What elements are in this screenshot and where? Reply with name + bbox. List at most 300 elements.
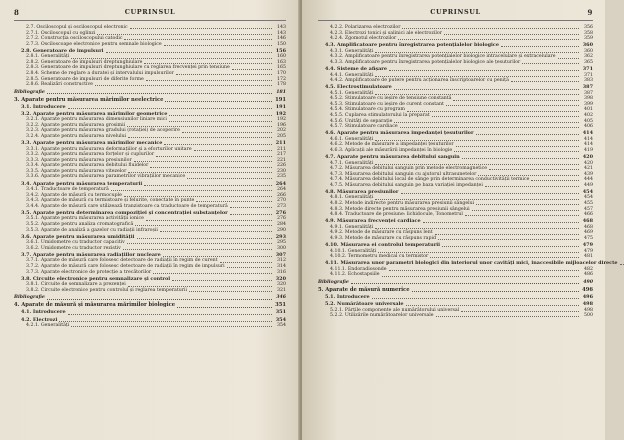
- toc-entry: [14, 288, 286, 294]
- toc-entry-page: 469: [584, 230, 593, 236]
- toc-entry-title: 4.9.3. Metode de măsurare cu răspuns rapid: [330, 235, 436, 241]
- dot-leader: [150, 167, 272, 168]
- toc-entry-title: 3.3.6. Aparate pentru măsurarea parametrilor vibrațiilor mecanice: [26, 174, 186, 180]
- toc-entry-title: 3.2.3. Aparate pentru măsurarea gradului (rotației) de acoperire: [26, 128, 180, 134]
- toc-entry-title: 3.7. Aparate pentru măsurarea radiațiilor nucleare: [21, 251, 161, 258]
- dot-leader: [432, 116, 579, 117]
- toc-entry-page: 172: [277, 76, 286, 82]
- toc-entry-title: 5. Aparate de măsură numerice: [318, 286, 410, 293]
- toc-entry-page: 398: [584, 96, 593, 102]
- toc-entry: [14, 246, 286, 252]
- toc-entry: [14, 323, 286, 329]
- toc-entry-title: 3. Aparate pentru măsurarea mărimilor neelectrice: [14, 96, 164, 103]
- toc-entry-title: 4.8.2. Metode indirecte pentru măsurarea presiunii sângelui: [330, 200, 475, 206]
- toc-entry-title: 2.8.2. Generatoare de impulsuri dreptunghiulare: [26, 59, 143, 65]
- toc-entry-page: 468: [584, 224, 593, 230]
- toc-entry-title: 3.3.2. Aparate pentru măsurarea forțelor și cuplurilor: [26, 152, 155, 158]
- left-page: [0, 0, 300, 440]
- toc-entry-title: 3.2.2. Aparate pentru măsurarea grosimii: [26, 122, 126, 128]
- toc-entry-title: 3.7.2. Aparate de măsură care folosesc detectoare de radiații în regim de impulsuri: [26, 264, 225, 270]
- toc-bibliography-entry: [318, 280, 593, 286]
- toc-entry: [318, 60, 593, 66]
- toc-entry-title: 4.6.2. Metode de măsurare a impedanței țesuturilor: [330, 142, 454, 148]
- toc-entry-title: 4.5.5. Cuplarea stimulatorului la preparat: [330, 112, 430, 118]
- toc-entry-page: 160: [277, 54, 286, 60]
- dot-leader: [59, 321, 272, 322]
- toc-entry: [318, 124, 593, 130]
- toc-entry-title: 3.2. Aparate pentru măsurarea mărimilor geometrice: [21, 110, 168, 117]
- toc-entry-page: 320: [275, 275, 286, 282]
- dot-leader: [478, 175, 579, 176]
- toc-entry-page: 211: [275, 140, 286, 147]
- dot-leader: [135, 225, 272, 226]
- page-number: 8: [14, 8, 20, 17]
- toc-entry-page: 479: [582, 241, 593, 248]
- dot-leader: [127, 243, 272, 244]
- dot-leader: [382, 276, 579, 277]
- dot-leader: [446, 105, 579, 106]
- toc-entry-page: 351: [275, 302, 286, 309]
- dot-leader: [230, 214, 272, 215]
- toc-entry: [318, 272, 593, 278]
- toc-entry-title: 4.5.4. Stimulatoare cu program: [330, 107, 405, 113]
- dot-leader: [134, 161, 272, 162]
- toc-entry-page: 479: [584, 248, 593, 254]
- dot-leader: [230, 207, 272, 208]
- dot-leader: [501, 46, 579, 47]
- toc-entry-page: 191: [275, 103, 286, 110]
- dot-leader: [375, 228, 579, 229]
- table-of-contents-right: [318, 25, 618, 319]
- toc-entry-title: 3.4.3. Aparate de măsură cu termistoare și felurite, conectate în punte: [26, 198, 195, 204]
- toc-entry-title: 4.7.2. Măsurarea debitului sanguin prin metode electromagnetice: [330, 166, 488, 172]
- dot-leader: [435, 234, 579, 235]
- toc-entry-page: 321: [277, 287, 286, 293]
- toc-entry-page: 270: [277, 198, 286, 204]
- toc-entry-title: 4.9.2. Metode de măsurare cu răspuns lent: [330, 230, 433, 236]
- toc-entry-page: 387: [582, 84, 593, 91]
- dot-leader: [124, 39, 272, 40]
- table-of-contents-left: [14, 25, 286, 329]
- toc-chapter-entry: [318, 288, 593, 294]
- toc-entry: [318, 313, 593, 319]
- toc-entry-page: 178: [277, 82, 286, 88]
- dot-leader: [164, 45, 272, 46]
- toc-entry-page: 290: [277, 227, 286, 233]
- toc-entry-page: 360: [584, 48, 593, 54]
- toc-entry-page: 496: [582, 286, 593, 293]
- toc-entry-page: 316: [277, 269, 286, 275]
- toc-entry: [14, 174, 286, 180]
- toc-entry-title: 4.10.2. Termometru medical cu termistor: [330, 254, 429, 260]
- toc-entry-title: 3.4.2. Aparate de măsură cu termocuple: [26, 192, 122, 198]
- dot-leader: [620, 264, 624, 265]
- toc-bibliography-entry: [14, 90, 286, 96]
- toc-entry-title: 4.2.1. Generalități: [26, 323, 70, 329]
- dot-leader: [164, 144, 272, 145]
- dot-leader: [375, 164, 579, 165]
- dot-leader: [146, 220, 272, 221]
- toc-entry: [14, 310, 286, 316]
- toc-entry-page: 346: [276, 295, 286, 301]
- toc-entry-title: 3.4. Aparate pentru măsurarea temperaturii: [21, 180, 143, 187]
- toc-entry-title: 4.6. Aparate pentru măsurarea impedanței țesuturilor: [325, 130, 474, 137]
- toc-entry-title: 3.5.3. Aparate de analiză a gazelor cu radiații infraroșii: [26, 227, 158, 233]
- toc-entry-title: 5.2.2. Utilizările numărătoarelor universale: [330, 313, 434, 319]
- toc-entry-title: 4.1. Introducere: [21, 309, 66, 316]
- toc-entry-title: 2.7. Osciloscopul și osciloscopul electronic: [26, 25, 128, 30]
- toc-entry-title: 4.10. Măsurarea ei controlul temperaturii: [325, 241, 440, 248]
- dot-leader: [375, 199, 579, 200]
- toc-entry-page: 498: [584, 307, 593, 313]
- dot-leader: [71, 326, 272, 327]
- toc-entry-title: 3.3.4. Aparate pentru măsurarea debitului fluidelor: [26, 163, 149, 169]
- toc-entry-title: 4.8.1. Generalități: [330, 195, 374, 201]
- toc-entry-title: 4.2.4. Zgomotul electrozilor: [330, 36, 397, 42]
- toc-entry-page: 457: [584, 206, 593, 212]
- dot-leader: [375, 140, 579, 141]
- dot-leader: [558, 58, 579, 59]
- toc-entry-page: 371: [582, 66, 593, 73]
- toc-entry-page: 405: [584, 118, 593, 124]
- toc-entry-title: 4.7. Aparate pentru măsurarea debitului sanguin: [325, 154, 460, 160]
- dot-leader: [389, 70, 579, 71]
- toc-entry-page: 354: [275, 316, 286, 323]
- toc-entry-title: 4.7.1. Generalități: [330, 160, 374, 166]
- toc-entry-title: 4.4. Sisteme de afișare: [325, 66, 387, 73]
- toc-entry-page: 358: [584, 30, 593, 36]
- toc-entry-page: 192: [275, 110, 286, 117]
- toc-entry-page: 500: [584, 313, 593, 319]
- toc-entry-title: 3.2.1. Aparate pentru măsurarea dimensiunilor liniare mici: [26, 117, 167, 123]
- toc-entry-title: 5.2.1. Părțile componente ale numărătorului universal: [330, 307, 460, 313]
- dot-leader: [165, 101, 272, 102]
- dot-leader: [430, 257, 579, 258]
- dot-leader: [398, 39, 579, 40]
- toc-entry-page: 420: [584, 160, 593, 166]
- dot-leader: [389, 270, 579, 271]
- toc-entry-title: 3.3.3. Aparate pentru măsurarea presiunilor: [26, 157, 132, 163]
- toc-entry-page: 221: [277, 157, 286, 163]
- toc-entry-page: 273: [277, 203, 286, 209]
- toc-entry-page: 414: [584, 142, 593, 148]
- toc-entry-page: 362: [584, 54, 593, 60]
- toc-entry-title: 4.5.7. Stimulatoare cardiace: [330, 124, 398, 130]
- dot-leader: [462, 158, 579, 159]
- dot-leader: [476, 134, 579, 135]
- toc-entry-title: 3.7.3. Aparate electronice de protecție a trecătorilor: [26, 269, 152, 275]
- toc-entry-page: 466: [584, 212, 593, 218]
- dot-leader: [156, 156, 272, 157]
- toc-entry-page: 196: [277, 122, 286, 128]
- toc-entry-page: 266: [277, 192, 286, 198]
- dot-leader: [128, 137, 272, 138]
- toc-entry: [14, 134, 286, 140]
- running-head-title: CUPRINSUL: [124, 8, 176, 16]
- toc-entry-page: 226: [277, 163, 286, 169]
- toc-entry-page: 419: [584, 147, 593, 153]
- toc-entry-page: 143: [277, 25, 286, 30]
- toc-entry-page: 205: [277, 134, 286, 140]
- toc-entry-page: 356: [584, 25, 593, 30]
- dot-leader: [111, 190, 272, 191]
- toc-entry-title: 4.7.5. Măsurarea debitului sanguin pe baza variației impedanței: [330, 182, 483, 188]
- toc-entry-title: 4.6.1. Generalități: [330, 136, 374, 142]
- dot-leader: [412, 291, 579, 292]
- dot-leader: [351, 283, 579, 284]
- toc-entry-page: 276: [277, 216, 286, 222]
- dot-leader: [375, 76, 579, 77]
- toc-entry-title: 3.6. Aparate pentru măsurarea umidității: [21, 233, 135, 240]
- toc-entry-page: 293: [275, 233, 286, 240]
- dot-leader: [476, 204, 579, 205]
- dot-leader: [438, 239, 579, 240]
- toc-entry-page: 276: [275, 209, 286, 216]
- toc-entry-page: 354: [277, 323, 286, 329]
- toc-entry-page: 402: [584, 112, 593, 118]
- toc-entry-page: 146: [277, 36, 286, 42]
- toc-entry-title: 3.1. Introducere: [21, 103, 66, 110]
- toc-entry-title: 3.8.1. Circuite de semnalizare a prezenței: [26, 282, 126, 288]
- toc-entry-title: 4.2.3. Electrozi tonici și salinici ale electrozilor: [330, 30, 442, 36]
- toc-entry-page: 365: [584, 59, 593, 65]
- toc-entry-title: 4.2.2. Polarizarea electrozilor: [330, 25, 401, 30]
- toc-chapter-entry: [14, 303, 286, 309]
- dot-leader: [442, 246, 579, 247]
- toc-entry: [318, 183, 593, 189]
- dot-leader: [453, 100, 579, 101]
- dot-leader: [436, 316, 579, 317]
- dot-leader: [372, 298, 579, 299]
- toc-entry: [14, 228, 286, 234]
- running-header-left: [14, 8, 286, 21]
- dot-leader: [144, 185, 272, 186]
- toc-entry-title: 3.4.4. Aparate de măsură care utilizează tranzistoare ca traductoare de temperatură: [26, 203, 228, 209]
- toc-entry: [318, 236, 593, 242]
- toc-entry-title: 4.11. Măsurarea unor parametri biologici din interiorul unor cavități mici, inaccesibile mijloacelor directe: [325, 260, 618, 267]
- dot-leader: [454, 151, 579, 152]
- toc-entry-page: 307: [275, 251, 286, 258]
- toc-entry-title: 2.7.3. Osciloscoape electronice pentru semnale biologice: [26, 41, 162, 47]
- toc-entry-page: 360: [582, 42, 593, 49]
- toc-entry-title: 4.10.1. Generalități: [330, 248, 377, 254]
- toc-entry-page: 383: [584, 78, 593, 84]
- toc-entry-page: 439: [584, 171, 593, 177]
- toc-entry-title: 4.3.3. Amplificatoare pentru înregistrarea potențialelor biologice ale țesuturilor: [330, 59, 521, 65]
- toc-entry-title: 2.8.6. Realizări constructive: [26, 82, 93, 88]
- toc-entry: [14, 82, 286, 88]
- toc-entry: [14, 270, 286, 276]
- dot-leader: [71, 58, 272, 59]
- dot-leader: [194, 150, 272, 151]
- toc-entry-title: 4.11.2. Echostapsiile: [330, 272, 380, 278]
- toc-entry-title: Bibliografie: [14, 295, 45, 301]
- toc-entry-page: 295: [277, 240, 286, 246]
- toc-entry-title: 2.8.5. Generatoare de impulsuri de diferite forme: [26, 76, 144, 82]
- toc-entry-title: 4.5.3. Stimulatoare cu ieșire de curent constant: [330, 101, 444, 107]
- toc-entry-page: 191: [275, 96, 286, 103]
- toc-entry-page: 163: [277, 59, 286, 65]
- dot-leader: [444, 34, 579, 35]
- toc-entry: [318, 295, 593, 301]
- running-header-right: [318, 8, 593, 21]
- dot-leader: [220, 262, 272, 263]
- toc-entry-title: 2.8.3. Generatoare de impulsuri dreptunghiulare cu reglarea frecvenței prin tensiune: [26, 65, 230, 71]
- dot-leader: [472, 210, 579, 211]
- toc-entry-page: 170: [277, 70, 286, 76]
- page-number: 9: [587, 8, 593, 17]
- toc-entry-page: 181: [276, 89, 286, 95]
- toc-entry-title: Bibliografie: [318, 279, 349, 285]
- toc-entry-title: 4.4.1. Generalități: [330, 72, 374, 78]
- toc-entry-title: 4.7.3. Măsurarea debitului sanguin cu ajutorul ultrasunetelor: [330, 171, 477, 177]
- toc-entry-page: 455: [584, 200, 593, 206]
- toc-entry-page: 235: [277, 174, 286, 180]
- toc-entry-title: 4.11.1. Endoradiosonde: [330, 266, 387, 272]
- dot-leader: [106, 52, 272, 53]
- toc-entry-page: 498: [582, 301, 593, 308]
- toc-entry-title: 3.8. Circuite electronice pentru semnalizare și control: [21, 275, 171, 282]
- dot-leader: [378, 252, 579, 253]
- toc-entry: [318, 148, 593, 154]
- toc-entry-title: 4.9.1. Generalități: [330, 224, 374, 230]
- dot-leader: [68, 314, 272, 315]
- toc-entry-page: 314: [277, 264, 286, 270]
- dot-leader: [97, 34, 272, 35]
- toc-entry-title: 4.3.1. Generalități: [330, 48, 374, 54]
- toc-entry-title: 4.8. Măsurarea presiunilor: [325, 188, 399, 195]
- dot-leader: [123, 249, 272, 250]
- toc-entry-title: 3.5.1. Aparate pentru măsurarea activității ionice: [26, 216, 144, 222]
- dot-leader: [522, 63, 579, 64]
- dot-leader: [423, 222, 579, 223]
- toc-entry-page: 300: [277, 245, 286, 251]
- dot-leader: [485, 186, 579, 187]
- toc-entry-page: 211: [277, 146, 286, 152]
- toc-entry-title: 3.6.1. Umidometre cu traductor capacitiv: [26, 240, 125, 246]
- toc-entry-page: 414: [584, 136, 593, 142]
- toc-entry-title: 4.3.2. Amplificatoare pentru înregistrarea potențialelor biologice intracelulare și extracelulare: [330, 54, 556, 60]
- dot-leader: [375, 52, 579, 53]
- toc-entry-page: 468: [582, 218, 593, 225]
- dot-leader: [189, 291, 272, 292]
- toc-entry: [318, 78, 593, 84]
- dot-leader: [146, 80, 272, 81]
- dot-leader: [177, 307, 272, 308]
- dot-leader: [124, 196, 272, 197]
- dot-leader: [511, 81, 579, 82]
- dot-leader: [160, 231, 272, 232]
- dot-leader: [196, 201, 272, 202]
- toc-entry-page: 475: [584, 235, 593, 241]
- toc-entry-title: 4.4.2. Amplificatoare de putere pentru acționarea înscriptoarelor cu peniță: [330, 78, 509, 84]
- toc-entry-page: 312: [277, 258, 286, 264]
- toc-entry-title: 4.5. Electrostimulatoare: [325, 84, 392, 91]
- toc-entry: [318, 36, 593, 42]
- toc-entry-page: 420: [582, 154, 593, 160]
- toc-entry-title: 5.1. Introducere: [325, 293, 370, 300]
- toc-entry-page: 192: [277, 117, 286, 123]
- dot-leader: [400, 127, 579, 128]
- toc-entry-title: 3.5.2. Aparate pentru analiza cromatografică: [26, 222, 134, 227]
- dot-leader: [489, 169, 579, 170]
- dot-leader: [153, 273, 272, 274]
- toc-entry-page: 150: [277, 41, 286, 47]
- toc-entry-title: 4.5.1. Generalități: [330, 90, 374, 96]
- toc-entry-title: 3.5. Aparate pentru determinarea compoziției și concentrației substanțelor: [21, 209, 228, 216]
- toc-entry-title: Bibliografie: [14, 89, 45, 95]
- dot-leader: [394, 89, 579, 90]
- right-page: [302, 0, 618, 440]
- dot-leader: [232, 69, 272, 70]
- toc-entry-page: 449: [584, 182, 593, 188]
- toc-entry-title: 2.7.1. Osciloscopul cu oglinzi: [26, 30, 96, 36]
- toc-entry-page: 414: [582, 130, 593, 137]
- toc-entry-page: 156: [275, 47, 286, 54]
- dot-leader: [169, 115, 272, 116]
- toc-entry-title: 3.3.5. Aparate pentru măsurarea vitezelor: [26, 168, 127, 174]
- toc-entry-page: 217: [277, 152, 286, 158]
- dot-leader: [176, 74, 272, 75]
- dot-leader: [531, 180, 579, 181]
- toc-entry-title: 4.6.3. Aplicații ale măsurării impedanței în biologie: [330, 147, 453, 153]
- dot-leader: [401, 193, 580, 194]
- dot-leader: [394, 122, 579, 123]
- toc-entry-title: 4.7.4. Măsurarea debitului local de sânge prin determinarea conductivității termice: [330, 177, 530, 183]
- toc-entry-page: 387: [584, 90, 593, 96]
- toc-entry-title: 3.3. Aparate pentru măsurarea mărimilor mecanice: [21, 140, 163, 147]
- toc-entry-page: 264: [277, 187, 286, 193]
- dot-leader: [172, 280, 272, 281]
- toc-entry-page: 454: [582, 188, 593, 195]
- toc-entry-title: 2.7.2. Construcția osciloscopului catodic: [26, 36, 123, 42]
- dot-leader: [182, 132, 272, 133]
- toc-entry-title: 3.8.2. Circuite electronice pentru controlul și reglarea temperaturii: [26, 287, 187, 293]
- dot-leader: [187, 178, 272, 179]
- toc-entry-page: 371: [584, 72, 593, 78]
- toc-entry-page: 496: [582, 293, 593, 300]
- toc-entry-page: 490: [583, 279, 593, 285]
- toc-entry-page: 399: [584, 101, 593, 107]
- toc-entry-page: 284: [277, 222, 286, 227]
- toc-entry-page: 320: [277, 282, 286, 288]
- toc-entry-title: 3.2.4. Aparate pentru măsurarea nivelului: [26, 134, 127, 140]
- toc-entry: [318, 212, 593, 218]
- toc-entry-page: 359: [584, 36, 593, 42]
- toc-entry-title: 4. Aparate de măsură și măsurarea mărimilor biologice: [14, 302, 176, 309]
- toc-entry-page: 406: [584, 124, 593, 130]
- dot-leader: [227, 267, 272, 268]
- toc-bibliography-entry: [14, 295, 286, 301]
- toc-entry-page: 481: [584, 254, 593, 260]
- dot-leader: [130, 28, 272, 29]
- toc-entry-page: 230: [277, 168, 286, 174]
- toc-entry-title: 5.2. Numărătoare universale: [325, 301, 404, 308]
- toc-entry-title: 4.8.4. Traductoare de presiune: lichidocule, Tonometrul: [330, 212, 463, 218]
- toc-entry-page: 165: [277, 65, 286, 71]
- toc-entry-page: 486: [584, 272, 593, 278]
- toc-entry-title: 3.4.1. Traductoare de temperatură: [26, 187, 109, 193]
- toc-entry: [14, 204, 286, 210]
- toc-entry-page: 264: [275, 180, 286, 187]
- dot-leader: [461, 311, 579, 312]
- dot-leader: [47, 299, 272, 300]
- toc-entry-title: 2.8.1. Generalități: [26, 54, 70, 60]
- toc-chapter-entry: [14, 98, 286, 104]
- toc-entry-page: 421: [584, 166, 593, 172]
- toc-entry-title: 2.8.4. Scheme de reglare a duratei și intervalului impulsurilor: [26, 70, 174, 76]
- toc-entry-page: 444: [584, 177, 593, 183]
